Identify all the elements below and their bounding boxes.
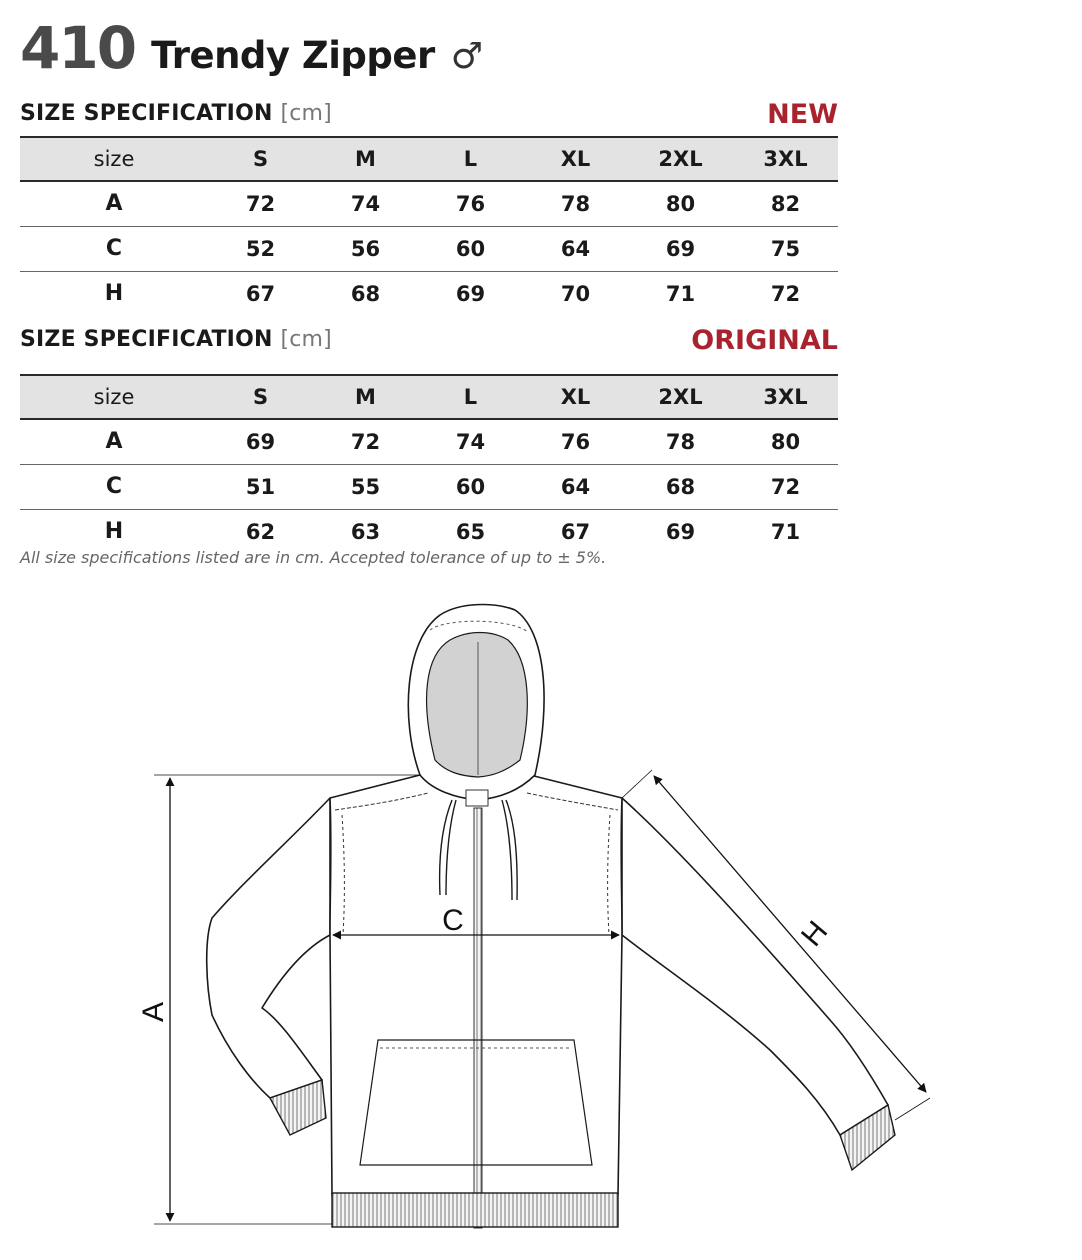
table-cell: 71 bbox=[770, 519, 801, 544]
table-cell: 63 bbox=[350, 519, 381, 544]
model-number: 410 bbox=[20, 14, 136, 82]
table-cell: 74 bbox=[455, 429, 486, 454]
neck-label bbox=[466, 790, 488, 806]
label-c: C bbox=[442, 904, 464, 937]
table-row bbox=[20, 271, 838, 316]
section-unit: [cm] bbox=[280, 101, 332, 126]
section-title bbox=[20, 327, 332, 352]
table-cell: 72 bbox=[770, 281, 801, 306]
table-cell: 69 bbox=[665, 236, 696, 261]
table-cell: 64 bbox=[560, 236, 591, 261]
table-cell: 69 bbox=[455, 281, 486, 306]
row-label: H bbox=[104, 519, 124, 545]
table-cell: 74 bbox=[350, 191, 381, 216]
section-tag-new: NEW bbox=[767, 99, 838, 130]
table-cell: 70 bbox=[560, 281, 591, 306]
table-cell: 80 bbox=[770, 429, 801, 454]
table-row bbox=[20, 181, 838, 226]
column-header: L bbox=[463, 385, 478, 409]
section-tag-original: ORIGINAL bbox=[691, 325, 838, 356]
column-header: XL bbox=[560, 147, 591, 171]
table-row bbox=[20, 419, 838, 464]
table-cell: 52 bbox=[245, 236, 276, 261]
row-label: H bbox=[104, 281, 124, 307]
label-a: A bbox=[137, 1001, 170, 1023]
table-cell: 78 bbox=[560, 191, 591, 216]
row-label: C bbox=[105, 236, 123, 261]
table-header-row bbox=[20, 375, 838, 419]
section-title-text: SIZE SPECIFICATION bbox=[20, 327, 273, 352]
column-header: XL bbox=[560, 385, 591, 409]
table-cell: 75 bbox=[770, 236, 801, 261]
table-row bbox=[20, 226, 838, 271]
row-label: A bbox=[105, 191, 123, 217]
table-cell: 69 bbox=[665, 519, 696, 544]
column-header: 3XL bbox=[763, 385, 808, 409]
column-header: S bbox=[252, 147, 269, 171]
column-header: size bbox=[93, 385, 135, 409]
table-cell: 67 bbox=[245, 281, 276, 306]
table-cell: 72 bbox=[770, 474, 801, 499]
hoodie-diagram bbox=[0, 590, 1082, 1260]
section-heading bbox=[20, 100, 838, 136]
column-header: M bbox=[355, 147, 376, 171]
table-cell: 64 bbox=[560, 474, 591, 499]
table-cell: 55 bbox=[350, 474, 381, 499]
table-cell: 69 bbox=[245, 429, 276, 454]
table-cell: 60 bbox=[455, 474, 486, 499]
table-cell: 56 bbox=[350, 236, 381, 261]
hood-lining bbox=[427, 633, 528, 778]
table-cell: 60 bbox=[455, 236, 486, 261]
table-cell: 72 bbox=[245, 191, 276, 216]
size-spec-original bbox=[20, 326, 838, 554]
table-cell: 68 bbox=[350, 281, 381, 306]
column-header: 2XL bbox=[658, 147, 703, 171]
label-h: H bbox=[795, 914, 835, 953]
table-cell: 82 bbox=[770, 191, 801, 216]
table-cell: 65 bbox=[455, 519, 486, 544]
section-title bbox=[20, 101, 332, 126]
column-header: L bbox=[463, 147, 478, 171]
table-cell: 72 bbox=[350, 429, 381, 454]
table-cell: 67 bbox=[560, 519, 591, 544]
table-cell: 76 bbox=[455, 191, 486, 216]
column-header: 3XL bbox=[763, 147, 808, 171]
product-header bbox=[20, 14, 483, 84]
table-cell: 51 bbox=[245, 474, 276, 499]
section-unit: [cm] bbox=[280, 327, 332, 352]
section-heading bbox=[20, 326, 838, 362]
row-label: A bbox=[105, 429, 123, 455]
table-cell: 76 bbox=[560, 429, 591, 454]
male-icon: ♂ bbox=[450, 36, 484, 77]
size-table-new bbox=[20, 136, 838, 316]
table-header-row bbox=[20, 137, 838, 181]
table-cell: 78 bbox=[665, 429, 696, 454]
column-header: 2XL bbox=[658, 385, 703, 409]
tolerance-note: All size specifications listed are in cm. Accepted tolerance of up to ± 5%. bbox=[20, 548, 607, 567]
product-name: Trendy Zipper bbox=[151, 34, 435, 77]
table-cell: 62 bbox=[245, 519, 276, 544]
table-cell: 80 bbox=[665, 191, 696, 216]
column-header: size bbox=[93, 147, 135, 171]
column-header: S bbox=[252, 385, 269, 409]
column-header: M bbox=[355, 385, 376, 409]
table-cell: 68 bbox=[665, 474, 696, 499]
table-row bbox=[20, 464, 838, 509]
section-title-text: SIZE SPECIFICATION bbox=[20, 101, 273, 126]
size-spec-new bbox=[20, 100, 838, 316]
size-table-original bbox=[20, 374, 838, 554]
waistband bbox=[332, 1193, 618, 1227]
table-cell: 71 bbox=[665, 281, 696, 306]
row-label: C bbox=[105, 474, 123, 499]
